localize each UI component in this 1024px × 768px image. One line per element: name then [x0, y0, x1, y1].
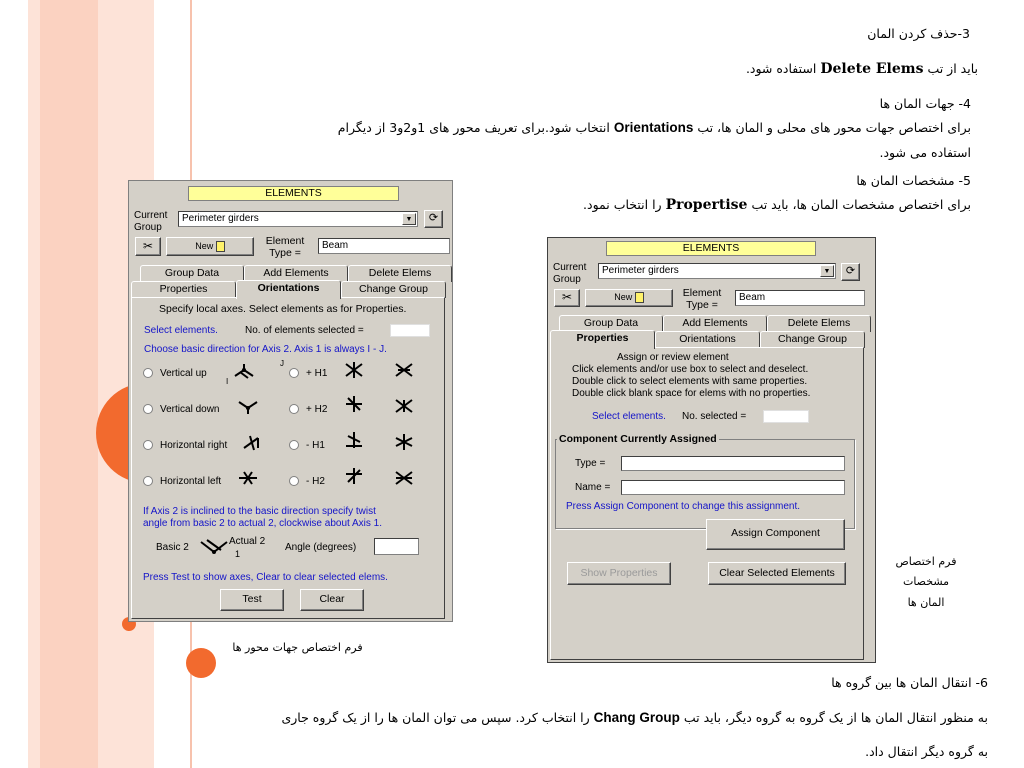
current-group-select[interactable]	[178, 211, 418, 227]
current-group-label-line1: Current	[553, 262, 587, 273]
tab-properties[interactable]: Properties	[131, 281, 236, 298]
new-element-button[interactable]	[166, 237, 254, 256]
element-type-label-line1: Element	[265, 235, 305, 247]
section5-line-pre: برای اختصاص مشخصات المان ها، باید تب	[751, 197, 971, 212]
clear-button[interactable]: Clear	[300, 589, 364, 611]
current-group-value: Perimeter girders	[182, 213, 259, 224]
radio-vertical-up[interactable]	[143, 368, 153, 378]
axes-horizontal-left-icon	[236, 468, 260, 488]
caption-properties-form-1: فرم اختصاص	[895, 555, 957, 568]
section3-tab-name: Delete Elems	[820, 61, 924, 77]
angle-label: Angle (degrees)	[285, 542, 357, 553]
tab-orientations[interactable]: Orientations	[236, 280, 341, 299]
current-group-value: Perimeter girders	[602, 265, 679, 276]
test-hint: Press Test to show axes, Clear to clear selected elems.	[143, 572, 388, 583]
section3-line-pre: باید از تب	[927, 61, 978, 76]
actual2-index: 1	[235, 549, 241, 559]
tab-add-elements[interactable]: Add Elements	[244, 265, 348, 282]
window-title: ELEMENTS	[606, 241, 816, 256]
assign-line2: Double click to select elements with same properties.	[572, 376, 808, 387]
angle-input[interactable]	[374, 538, 419, 555]
section6-line1-post: را انتخاب کرد. سپس می توان المان ها را از یک گروه جاری	[281, 710, 590, 725]
assign-line1: Click elements and/or use box to select and deselect.	[572, 364, 809, 375]
axes-plus-h2-icon	[342, 394, 366, 414]
tab-change-group[interactable]: Change Group	[760, 331, 865, 348]
assign-line3: Double click blank space for elems with no properties.	[572, 388, 811, 399]
tab-delete-elems[interactable]: Delete Elems	[767, 315, 871, 332]
type-label: Type =	[575, 458, 606, 469]
radio-plus-h2[interactable]	[289, 404, 299, 414]
current-group-label-line2: Group	[134, 222, 162, 233]
test-button[interactable]: Test	[220, 589, 284, 611]
axes-plus-h1-icon	[342, 360, 366, 380]
tab-group-data[interactable]: Group Data	[559, 315, 663, 332]
section4-tab-name: Orientations	[613, 120, 694, 135]
horizontal-left-label: Horizontal left	[160, 476, 222, 487]
glyph-mark-i: I	[226, 377, 229, 386]
select-elements-link[interactable]: Select elements.	[144, 325, 218, 336]
assign-component-button[interactable]: Assign Component	[706, 519, 845, 550]
pick-arrow-icon: ✂	[142, 239, 154, 253]
actual2-label: Actual 2	[229, 536, 266, 547]
elements-window-properties	[547, 237, 876, 663]
element-type-label-line2: Type =	[269, 247, 301, 259]
element-type-field[interactable]: Beam	[735, 290, 865, 306]
select-tool-button[interactable]	[554, 289, 580, 307]
section5-line	[480, 195, 971, 215]
horizontal-right-label: Horizontal right	[160, 440, 228, 451]
current-group-select[interactable]	[598, 263, 836, 279]
axes-diagram-icon-3	[392, 432, 416, 452]
tab-properties[interactable]: Properties	[550, 330, 655, 349]
axes-diagram-icon-1	[392, 360, 416, 380]
plus-h1-label: + H1	[306, 368, 328, 379]
section6-heading: 6- انتقال المان ها بین گروه ها	[831, 675, 988, 690]
section6-line2: به گروه دیگر انتقال داد.	[865, 744, 988, 759]
glyph-mark-j: J	[280, 359, 284, 368]
select-elements-link[interactable]: Select elements.	[592, 411, 666, 422]
elements-window-orientations	[128, 180, 453, 622]
axes-vertical-down-icon	[236, 396, 260, 416]
num-selected-label: No. of elements selected =	[245, 325, 364, 336]
twist-angle-icon	[199, 536, 229, 556]
element-type-label-line2: Type =	[686, 299, 718, 311]
section6-tab-name: Chang Group	[593, 710, 680, 725]
section4-line2: استفاده می شود.	[879, 145, 971, 160]
name-field	[621, 480, 845, 495]
properties-panel	[550, 347, 864, 660]
chevron-down-icon[interactable]: ▼	[820, 265, 834, 277]
radio-horizontal-right[interactable]	[143, 440, 153, 450]
num-selected-field	[763, 410, 809, 423]
new-label: New	[195, 241, 214, 251]
chevron-down-icon[interactable]: ▼	[402, 213, 416, 225]
radio-plus-h1[interactable]	[289, 368, 299, 378]
radio-horizontal-left[interactable]	[143, 476, 153, 486]
section6-line1-pre: به منظور انتقال المان ها از یک گروه به گروه دیگر، باید تب	[683, 710, 988, 725]
new-label: New	[614, 292, 633, 302]
element-type-label-line1: Element	[682, 287, 722, 299]
current-group-label-line2: Group	[553, 274, 581, 285]
section4-line1-post: انتخاب شود.برای تعریف محور های 1و2و3 از دیگرام	[337, 120, 610, 135]
axes-minus-h1-icon	[342, 430, 366, 450]
section5-line-post: را انتخاب نمود.	[583, 197, 662, 212]
tab-orientations[interactable]: Orientations	[655, 331, 760, 348]
refresh-group-button[interactable]	[424, 210, 443, 228]
vertical-up-label: Vertical up	[160, 368, 207, 379]
radio-vertical-down[interactable]	[143, 404, 153, 414]
num-selected-label: No. selected =	[682, 411, 747, 422]
basic2-label: Basic 2	[156, 542, 189, 553]
refresh-group-button[interactable]	[841, 263, 860, 281]
clear-selected-elements-button[interactable]: Clear Selected Elements	[708, 562, 846, 585]
caption-orientations-form: فرم اختصاص جهات محور ها	[232, 641, 363, 654]
section3-line	[500, 59, 978, 79]
refresh-icon: ⟳	[428, 212, 439, 224]
select-tool-button[interactable]	[135, 237, 161, 256]
axes-diagram-icon-2	[392, 396, 416, 416]
radio-minus-h1[interactable]	[289, 440, 299, 450]
show-properties-button[interactable]: Show Properties	[567, 562, 671, 585]
caption-properties-form-3: المان ها	[907, 596, 945, 609]
section4-line1	[200, 118, 971, 137]
tab-group-data[interactable]: Group Data	[140, 265, 244, 282]
orientations-instructions: Specify local axes. Select elements as for Properties.	[159, 303, 407, 315]
minus-h2-label: - H2	[306, 476, 325, 487]
new-document-icon	[635, 292, 644, 303]
section3-line-post: استفاده شود.	[745, 61, 817, 76]
radio-minus-h2[interactable]	[289, 476, 299, 486]
assign-title: Assign or review element	[617, 352, 729, 363]
tab-delete-elems[interactable]: Delete Elems	[348, 265, 452, 282]
new-document-icon	[216, 241, 225, 252]
window-title: ELEMENTS	[188, 186, 399, 201]
section5-heading: 5- مشخصات المان ها	[856, 173, 971, 188]
caption-properties-form-2: مشخصات	[902, 575, 950, 588]
section4-line1-pre: برای اختصاص جهات محور های محلی و المان ها، تب	[697, 120, 971, 135]
type-field	[621, 456, 845, 471]
orientations-panel	[131, 297, 445, 619]
tab-change-group[interactable]: Change Group	[341, 281, 446, 298]
refresh-icon: ⟳	[845, 265, 856, 277]
current-group-label	[134, 210, 167, 234]
decor-band-mid	[40, 0, 98, 768]
choose-direction-note: Choose basic direction for Axis 2. Axis 1 is always I - J.	[144, 344, 387, 355]
component-group-title: Component Currently Assigned	[559, 433, 717, 445]
pick-arrow-icon: ✂	[561, 290, 573, 304]
current-group-label	[553, 262, 586, 286]
twist-note-line2: angle from basic 2 to actual 2, clockwise about Axis 1.	[143, 518, 383, 529]
current-group-label-line1: Current	[134, 210, 168, 221]
axes-vertical-up-icon	[232, 362, 256, 382]
num-selected-field	[390, 324, 430, 337]
section5-tab-name: Propertise	[665, 197, 748, 213]
axes-diagram-icon-4	[392, 468, 416, 488]
minus-h1-label: - H1	[306, 440, 325, 451]
plus-h2-label: + H2	[306, 404, 328, 415]
new-element-button[interactable]	[585, 289, 673, 307]
decor-band-outer	[28, 0, 40, 768]
twist-note-line1: If Axis 2 is inclined to the basic direction specify twist	[143, 506, 376, 517]
axes-horizontal-right-icon	[240, 432, 264, 452]
section4-heading: 4- جهات المان ها	[879, 96, 971, 111]
section3-heading: 3-حذف کردن المان	[867, 26, 970, 41]
element-type-field[interactable]: Beam	[318, 238, 450, 254]
name-label: Name =	[575, 482, 611, 493]
axes-minus-h2-icon	[342, 466, 366, 486]
element-type-label	[265, 235, 305, 259]
tab-add-elements[interactable]: Add Elements	[663, 315, 767, 332]
element-type-label	[682, 287, 722, 311]
section6-line1	[190, 708, 988, 727]
assign-hint: Press Assign Component to change this assignment.	[566, 501, 801, 512]
vertical-down-label: Vertical down	[160, 404, 220, 415]
